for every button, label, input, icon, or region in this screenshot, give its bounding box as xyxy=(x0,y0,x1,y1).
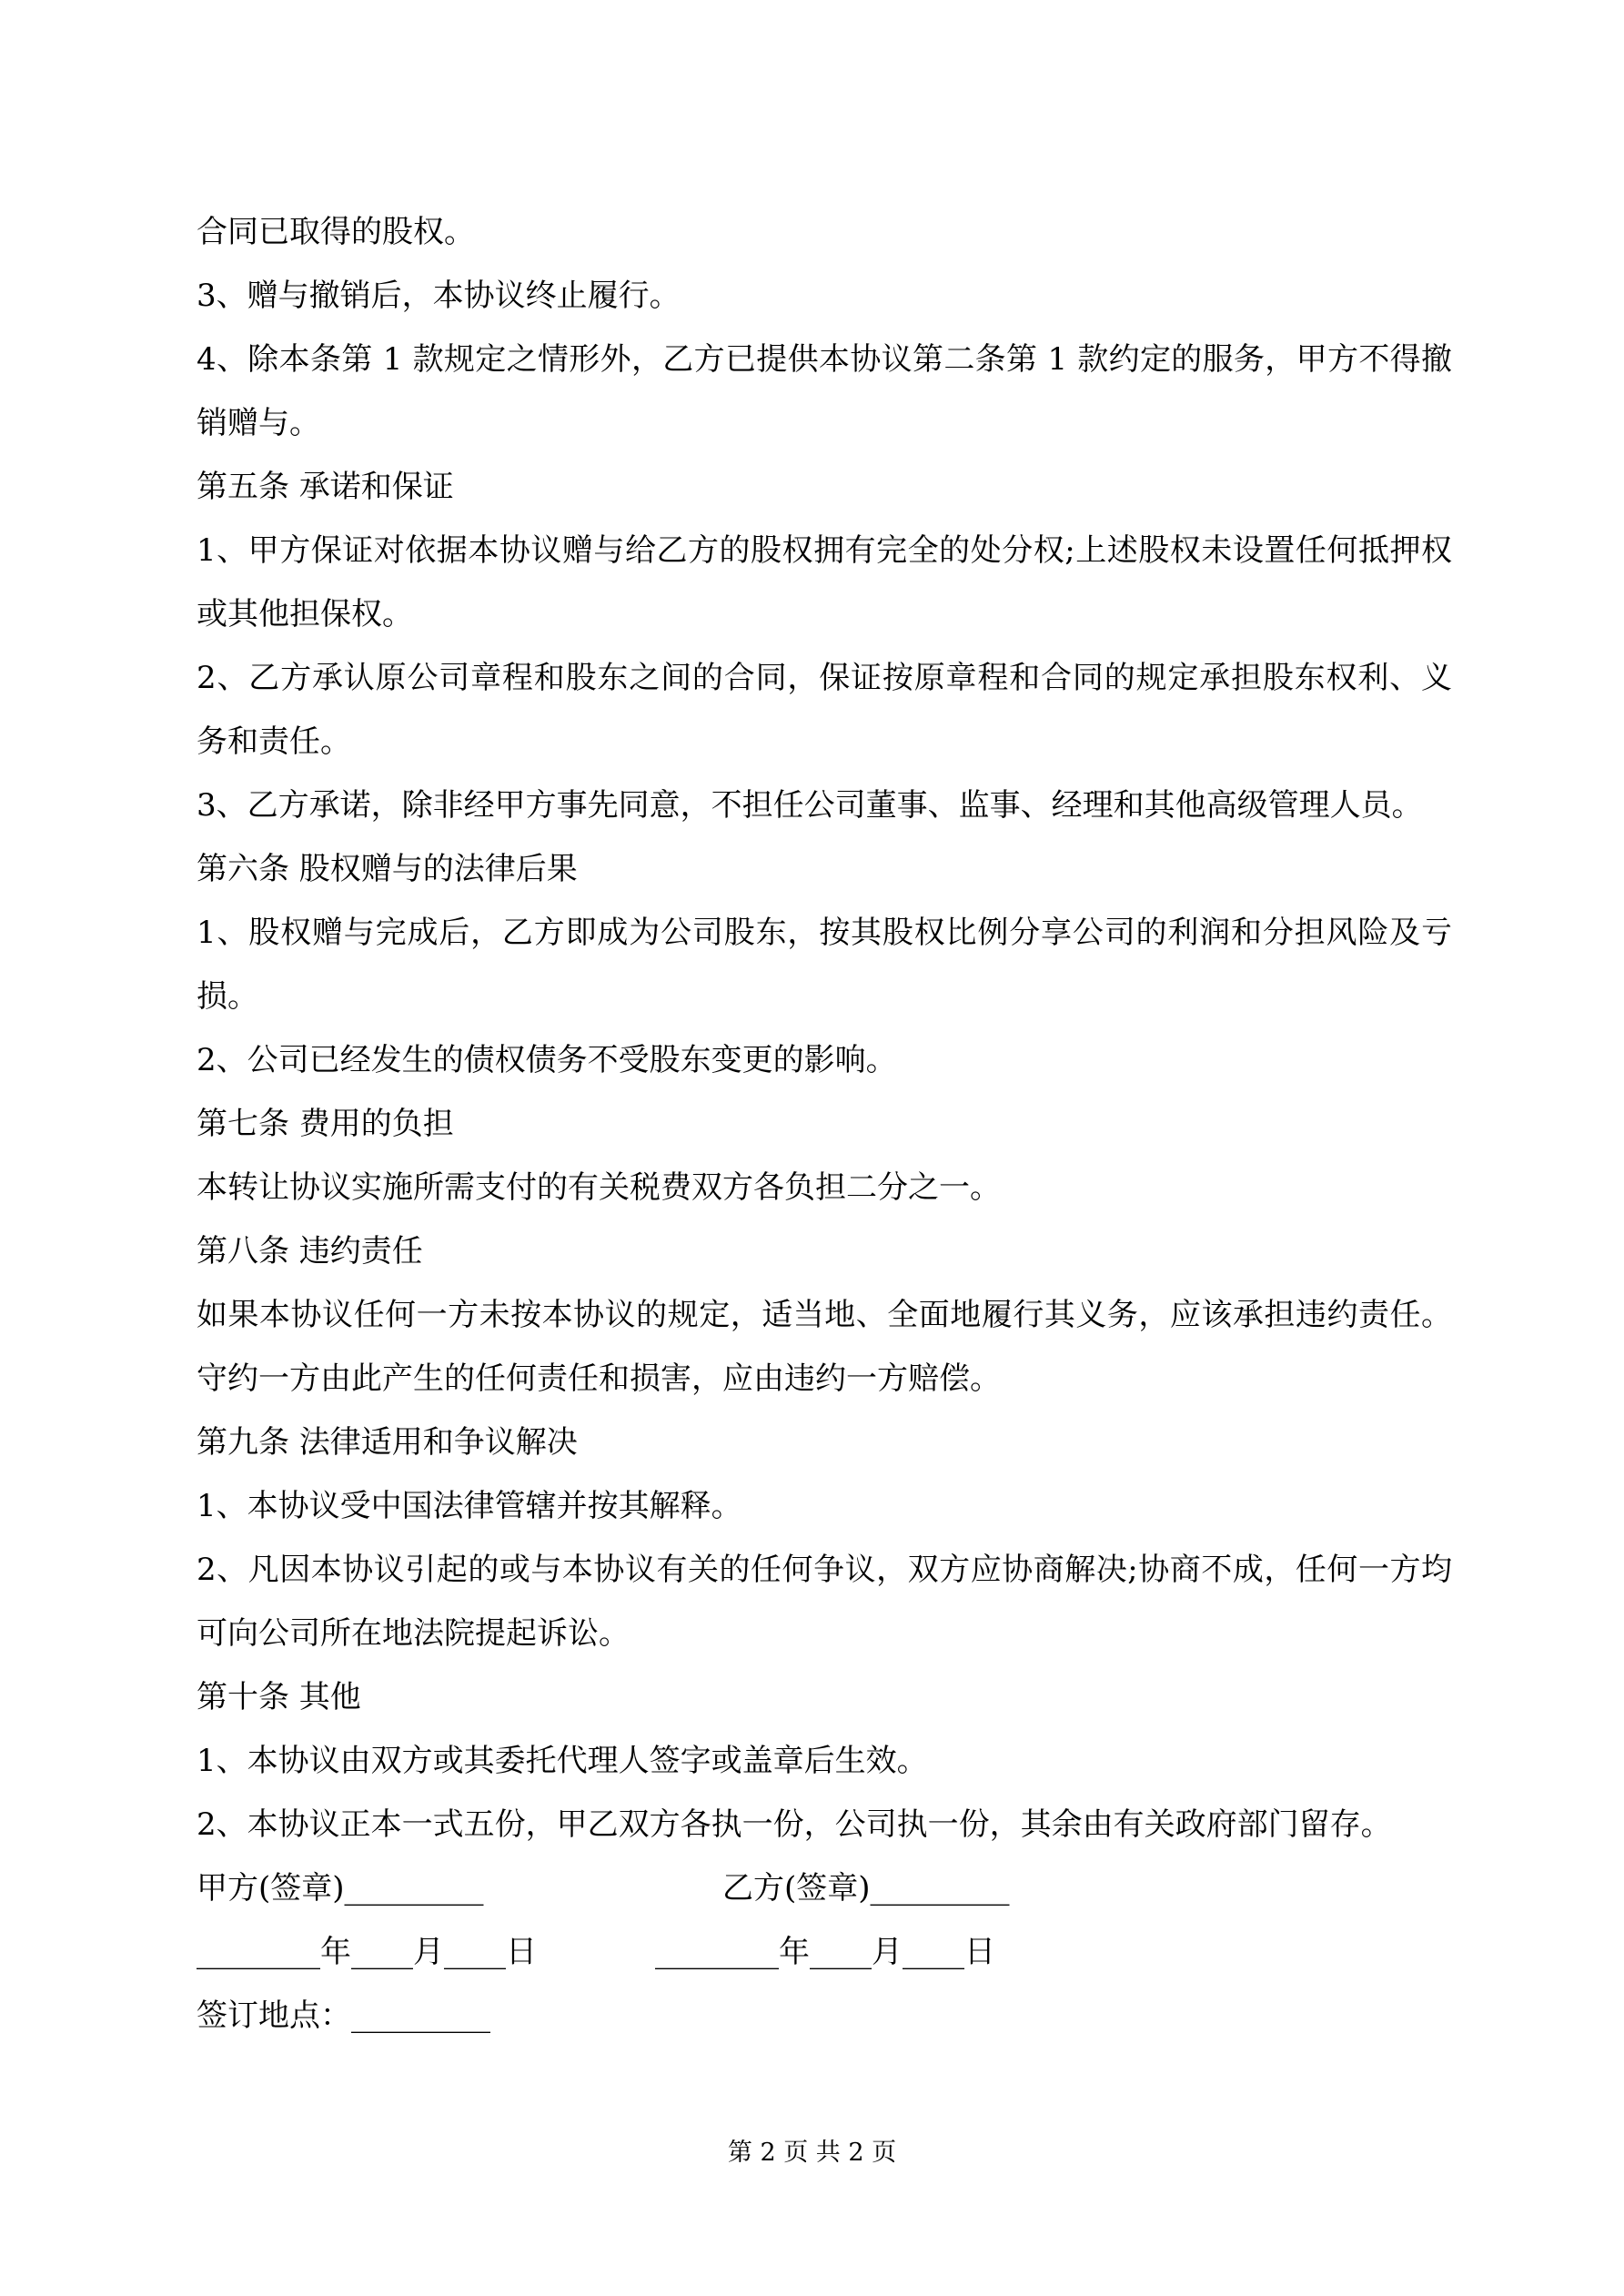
section-heading: 第五条 承诺和保证 xyxy=(197,469,454,505)
section-heading: 第六条 股权赠与的法律后果 xyxy=(197,851,578,887)
signing-place: 签订地点：_________ xyxy=(197,1998,490,2034)
paragraph: 4、除本条第 1 款规定之情形外，乙方已提供本协议第二条第 1 款约定的服务，甲方不得撤销赠与。 xyxy=(197,341,1452,441)
document-body xyxy=(197,200,1452,2048)
section-heading: 第十条 其他 xyxy=(197,1679,361,1715)
paragraph: 合同已取得的股权。 xyxy=(197,214,475,250)
paragraph: 2、公司已经发生的债权债务不受股东变更的影响。 xyxy=(197,1042,897,1078)
paragraph: 3、赠与撤销后，本协议终止履行。 xyxy=(197,278,681,314)
signing-place-row xyxy=(197,1984,1452,2048)
paragraph: 2、本协议正本一式五份，甲乙双方各执一份，公司执一份，其余由有关政府部门留存。 xyxy=(197,1806,1392,1843)
paragraph: 1、本协议受中国法律管辖并按其解释。 xyxy=(197,1488,742,1524)
section-heading: 第七条 费用的负担 xyxy=(197,1106,454,1142)
paragraph: 本转让协议实施所需支付的有关税费双方各负担二分之一。 xyxy=(197,1169,1001,1206)
date-row xyxy=(197,1920,1452,1984)
party-b-signature: 乙方(签章)_________ xyxy=(722,1870,1010,1907)
paragraph: 2、乙方承认原公司章程和股东之间的合同，保证按原章程和合同的规定承担股东权利、义务和责任。 xyxy=(197,660,1452,760)
section-heading: 第八条 违约责任 xyxy=(197,1233,423,1269)
page-number: 第 2 页 共 2 页 xyxy=(727,2139,897,2167)
paragraph: 1、本协议由双方或其委托代理人签字或盖章后生效。 xyxy=(197,1743,928,1779)
party-b-date: ________年____月____日 xyxy=(655,1934,995,1970)
paragraph: 3、乙方承诺，除非经甲方事先同意，不担任公司董事、监事、经理和其他高级管理人员。 xyxy=(197,787,1423,824)
paragraph: 2、凡因本协议引起的或与本协议有关的任何争议，双方应协商解决;协商不成，任何一方均可向公司所在地法院提起诉讼。 xyxy=(197,1552,1452,1652)
paragraph: 如果本协议任何一方未按本协议的规定，适当地、全面地履行其义务，应该承担违约责任。守约一方由此产生的任何责任和损害，应由违约一方赔偿。 xyxy=(197,1297,1452,1397)
section-heading: 第九条 法律适用和争议解决 xyxy=(197,1424,578,1461)
party-a-signature: 甲方(签章)_________ xyxy=(197,1870,484,1907)
signature-row xyxy=(197,1856,1452,1920)
party-a-date: ________年____月____日 xyxy=(197,1934,537,1970)
paragraph: 1、股权赠与完成后，乙方即成为公司股东，按其股权比例分享公司的利润和分担风险及亏损。 xyxy=(197,915,1452,1015)
paragraph: 1、甲方保证对依据本协议赠与给乙方的股权拥有完全的处分权;上述股权未设置任何抵押权或其他担保权。 xyxy=(197,532,1452,632)
